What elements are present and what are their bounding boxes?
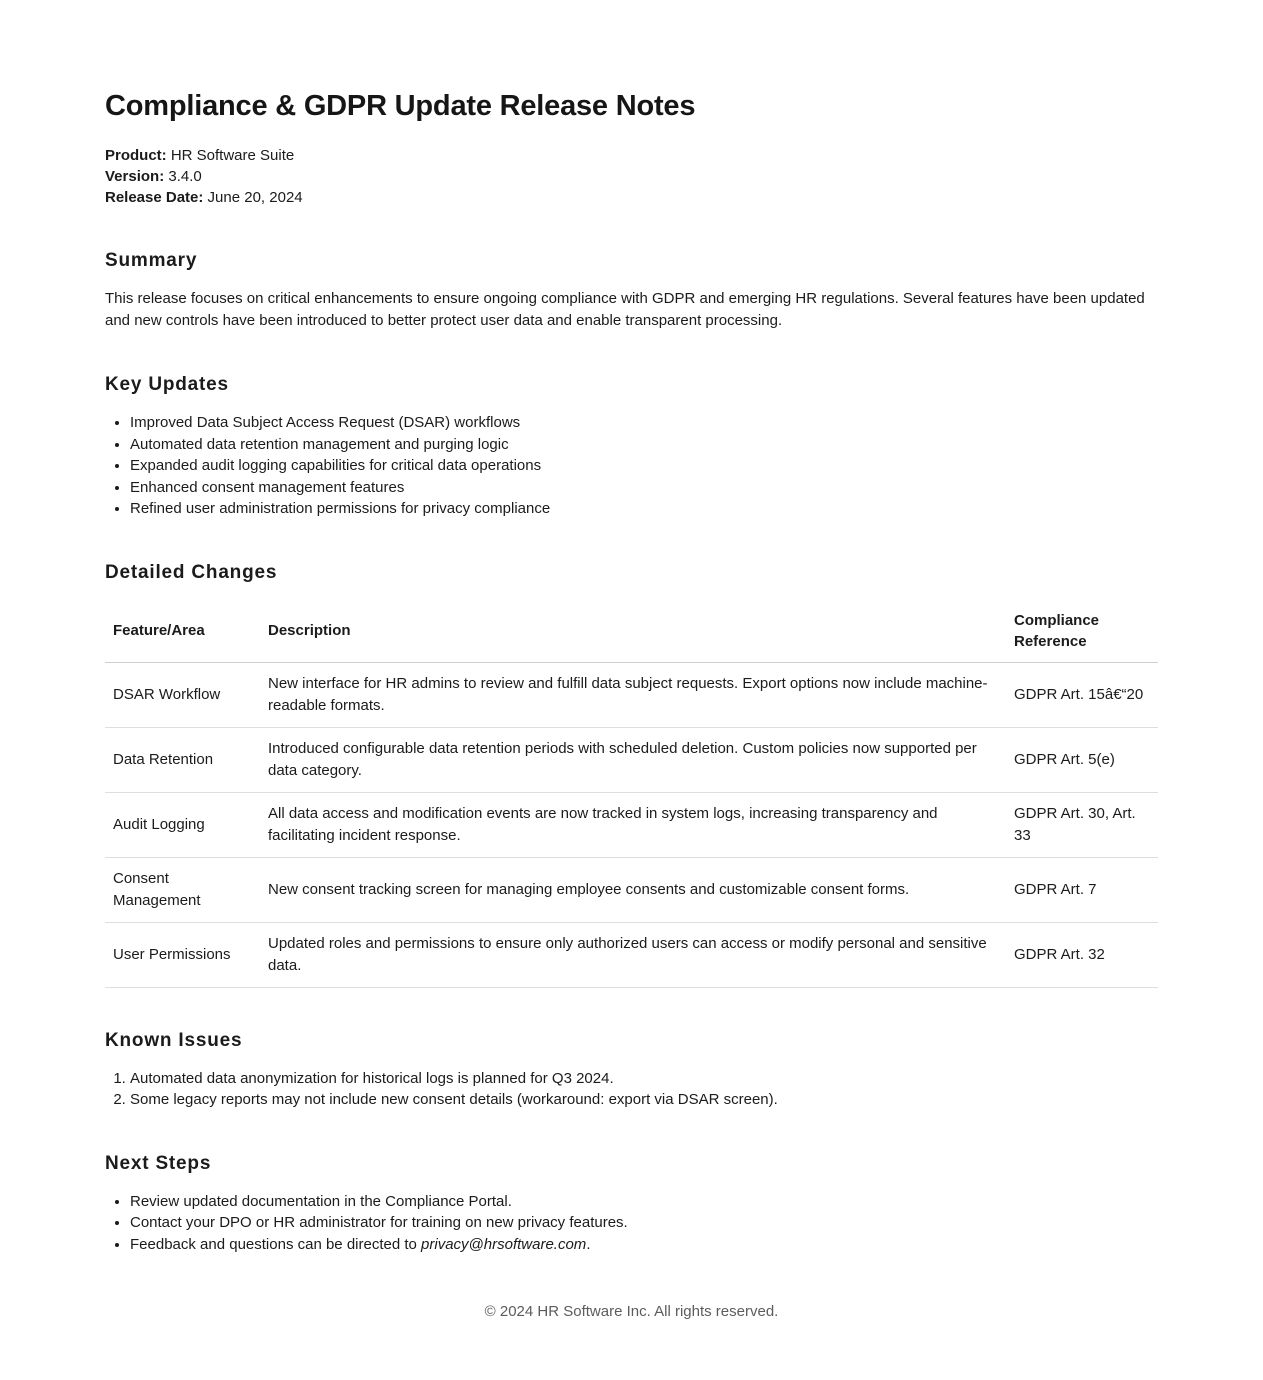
- meta-release-date-value: June 20, 2024: [203, 189, 303, 206]
- section-heading-next-steps: Next Steps: [105, 1152, 212, 1174]
- key-update-item: • Expanded audit logging capabilities for critical data operations: [130, 455, 1158, 477]
- column-header-compliance-reference: Compliance Reference: [1006, 600, 1158, 663]
- cell-description: New consent tracking screen for managing employee consents and customizable consent forms.: [260, 857, 1006, 922]
- table-row: [105, 857, 1158, 922]
- cell-feature: Data Retention: [105, 727, 260, 792]
- next-steps-list: [105, 1191, 1158, 1256]
- table-row: [105, 922, 1158, 987]
- cell-reference: GDPR Art. 15â€“20: [1006, 662, 1158, 727]
- page-title: Compliance & GDPR Update Release Notes: [105, 90, 696, 122]
- cell-reference: GDPR Art. 5(e): [1006, 727, 1158, 792]
- key-update-item: • Automated data retention management and purging logic: [130, 434, 1158, 456]
- known-issue-item: 2. Some legacy reports may not include new consent details (workaround: export via DSAR screen).: [130, 1089, 1158, 1111]
- cell-description: Introduced configurable data retention periods with scheduled deletion. Custom policies now supported per data category.: [260, 727, 1006, 792]
- meta-version-value: 3.4.0: [164, 168, 202, 185]
- next-step-text: Review updated documentation in the Compliance Portal.: [130, 1192, 512, 1210]
- next-step-item: [130, 1191, 1158, 1213]
- meta-release-date-label: Release Date:: [105, 189, 204, 206]
- next-step-item: [130, 1234, 1158, 1256]
- footer-copyright: © 2024 HR Software Inc. All rights reserved.: [484, 1303, 779, 1320]
- table-header-row: [105, 600, 1158, 663]
- key-update-item: • Improved Data Subject Access Request (DSAR) workflows: [130, 412, 1158, 434]
- table-row: [105, 727, 1158, 792]
- cell-description: Updated roles and permissions to ensure only authorized users can access or modify personal and sensitive data.: [260, 922, 1006, 987]
- section-heading-summary: Summary: [105, 250, 198, 271]
- meta-product: [105, 145, 1158, 166]
- cell-feature: User Permissions: [105, 922, 260, 987]
- key-update-item: • Refined user administration permissions for privacy compliance: [130, 498, 1158, 520]
- next-step-text: Contact your DPO or HR administrator for training on new privacy features.: [130, 1214, 628, 1231]
- table-row: [105, 662, 1158, 727]
- next-step-email: privacy@hrsoftware.com: [421, 1235, 587, 1253]
- cell-feature: DSAR Workflow: [105, 662, 260, 727]
- next-step-text: Feedback and questions can be directed to: [130, 1235, 422, 1253]
- cell-description: New interface for HR admins to review and fulfill data subject requests. Export options now include machine-readable formats.: [260, 662, 1006, 727]
- column-header-description: Description: [260, 600, 1006, 663]
- section-heading-detailed-changes: Detailed Changes: [105, 561, 278, 583]
- cell-reference: GDPR Art. 7: [1006, 857, 1158, 922]
- cell-feature: Consent Management: [105, 857, 260, 922]
- meta-block: [105, 145, 1158, 208]
- meta-product-value: HR Software Suite: [166, 147, 295, 164]
- next-step-item: [130, 1212, 1158, 1234]
- key-updates-list: [105, 412, 1158, 520]
- table-row: [105, 792, 1158, 857]
- meta-release-date: [105, 187, 1158, 208]
- summary-paragraph: This release focuses on critical enhancements to ensure ongoing compliance with GDPR and emerging HR regulations. Several features have been updated and new controls have been introduced to better protect user data and enable transparent processing.: [105, 290, 1145, 329]
- cell-reference: GDPR Art. 32: [1006, 922, 1158, 987]
- section-heading-known-issues: Known Issues: [105, 1029, 243, 1051]
- known-issue-item: 1. Automated data anonymization for historical logs is planned for Q3 2024.: [130, 1068, 1158, 1090]
- key-update-item: • Enhanced consent management features: [130, 477, 1158, 499]
- meta-version: [105, 166, 1158, 187]
- cell-description: All data access and modification events are now tracked in system logs, increasing transparency and facilitating incident response.: [260, 792, 1006, 857]
- cell-reference: GDPR Art. 30, Art. 33: [1006, 792, 1158, 857]
- next-step-suffix: .: [586, 1235, 591, 1253]
- cell-feature: Audit Logging: [105, 792, 260, 857]
- meta-product-label: Product:: [105, 147, 167, 164]
- column-header-feature-area: Feature/Area: [105, 600, 260, 663]
- detailed-changes-table: [105, 600, 1158, 988]
- meta-version-label: Version:: [105, 168, 165, 185]
- section-heading-key-updates: Key Updates: [105, 374, 229, 395]
- known-issues-list: [105, 1068, 1158, 1111]
